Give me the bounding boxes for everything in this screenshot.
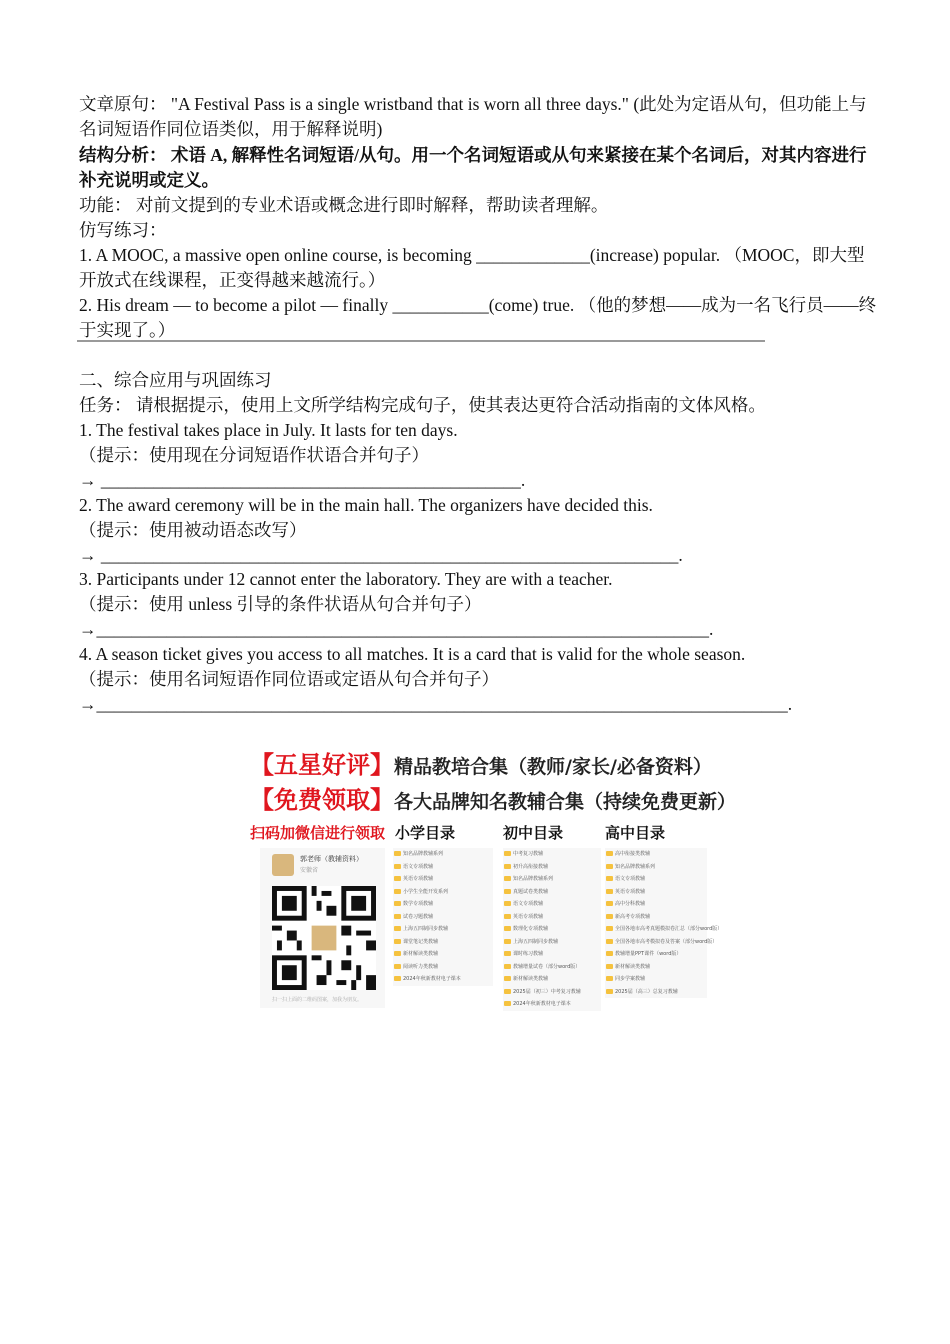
catalog-list-item[interactable] bbox=[605, 898, 707, 911]
folder-icon bbox=[394, 926, 401, 931]
primary-catalog-heading: 小学目录 bbox=[395, 824, 456, 842]
section-heading: 二、综合应用与巩固练习 bbox=[79, 370, 272, 390]
catalog-list-item[interactable] bbox=[605, 986, 707, 999]
catalog-list-item[interactable] bbox=[503, 861, 601, 874]
promo-line-1 bbox=[250, 745, 712, 780]
folder-icon bbox=[504, 939, 511, 944]
catalog-item-label: 上海五四制同步教辅 bbox=[403, 926, 449, 932]
catalog-list-item[interactable] bbox=[605, 948, 707, 961]
catalog-item-label: 教辅增量试卷（部分word版） bbox=[513, 963, 581, 970]
question-3-answer-line[interactable]: →______________________________________________________________________. bbox=[79, 619, 714, 639]
practice-item-1: 1. A MOOC, a massive open online course, is becoming _____________(increase) popular. （MOOC，即大型开放式在线课程，正变得越来越流行。） bbox=[79, 245, 865, 290]
catalog-item-label: 英语专项教辅 bbox=[513, 913, 544, 920]
catalog-list-item[interactable] bbox=[503, 973, 601, 986]
folder-icon bbox=[394, 864, 401, 869]
folder-icon bbox=[394, 901, 401, 906]
catalog-list-item[interactable] bbox=[503, 948, 601, 961]
folder-icon bbox=[394, 851, 401, 856]
catalog-list-item[interactable] bbox=[393, 973, 493, 986]
folder-icon bbox=[504, 889, 511, 894]
catalog-item-label: 高中分科教辅 bbox=[615, 901, 646, 907]
catalog-list-item[interactable] bbox=[393, 948, 493, 961]
question-4: 4. A season ticket gives you access to all matches. It is a card that is valid for the whole season. bbox=[79, 644, 746, 664]
catalog-list-item[interactable] bbox=[393, 861, 493, 874]
catalog-list-item[interactable] bbox=[503, 923, 601, 936]
folder-icon bbox=[504, 901, 511, 906]
catalog-item-label: 同步学案教辅 bbox=[615, 976, 646, 982]
function-text: 功能： 对前文提到的专业术语或概念进行即时解释，帮助读者理解。 bbox=[79, 195, 609, 215]
catalog-item-label: 上海五四制同步教辅 bbox=[513, 938, 559, 945]
middle-catalog-list bbox=[503, 848, 601, 1011]
catalog-item-label: 教辅增量PPT课件（word版） bbox=[615, 951, 682, 957]
catalog-list-item[interactable] bbox=[393, 923, 493, 936]
high-catalog-heading: 高中目录 bbox=[605, 824, 666, 842]
catalog-list-item[interactable] bbox=[503, 848, 601, 861]
catalog-item-label: 知名品牌教辅系列 bbox=[513, 876, 554, 882]
question-2-hint: （提示：使用被动语态改写） bbox=[79, 520, 307, 540]
catalog-list-item[interactable] bbox=[605, 936, 718, 949]
folder-icon bbox=[606, 951, 613, 956]
folder-icon bbox=[504, 864, 511, 869]
catalog-list-item[interactable] bbox=[503, 911, 601, 924]
high-catalog-list bbox=[605, 848, 723, 998]
catalog-item-label: 2025届（高三）总复习教辅 bbox=[615, 988, 678, 995]
question-4-hint: （提示：使用名词短语作同位语或定语从句合并句子） bbox=[79, 669, 499, 689]
catalog-item-label: 语文专项教辅 bbox=[615, 876, 646, 882]
avatar bbox=[272, 854, 294, 876]
catalog-item-label: 新高考专项教辅 bbox=[615, 913, 651, 920]
catalog-list-item[interactable] bbox=[503, 986, 601, 999]
folder-icon bbox=[606, 939, 613, 944]
catalog-item-label: 课堂笔记类教辅 bbox=[403, 938, 439, 945]
folder-icon bbox=[394, 964, 401, 969]
folder-icon bbox=[606, 889, 613, 894]
catalog-list-item[interactable] bbox=[503, 936, 601, 949]
catalog-item-label: 全国各地市高考真题模拟卷汇总（部分word版） bbox=[615, 926, 723, 932]
catalog-list-item[interactable] bbox=[605, 911, 707, 924]
folder-icon bbox=[394, 976, 401, 981]
folder-icon bbox=[504, 989, 511, 994]
catalog-item-label: 2025届（初三）中考复习教辅 bbox=[513, 988, 581, 995]
card-location: 安徽省 bbox=[300, 867, 319, 874]
folder-icon bbox=[394, 876, 401, 881]
catalog-list-item[interactable] bbox=[393, 898, 493, 911]
primary-catalog-list bbox=[393, 848, 493, 986]
catalog-item-label: 高中衔接类教辅 bbox=[615, 851, 651, 857]
catalog-item-label: 新材解读类教辅 bbox=[513, 976, 549, 982]
folder-icon bbox=[606, 914, 613, 919]
catalog-item-label: 语文专项教辅 bbox=[403, 863, 434, 870]
original-note-block bbox=[79, 92, 880, 142]
catalog-item-label: 数理化专项教辅 bbox=[513, 926, 549, 932]
scan-instruction: 扫码加微信进行领取 bbox=[250, 824, 386, 842]
catalog-list-item[interactable] bbox=[393, 911, 493, 924]
folder-icon bbox=[504, 914, 511, 919]
structure-analysis: 结构分析： 术语 A, 解释性名词短语/从句。用一个名词短语或从句来紧接在某个名词后，对其内容进行补充说明或定义。 bbox=[79, 145, 867, 190]
task-text: 任务： 请根据提示，使用上文所学结构完成句子，使其表达更符合活动指南的文体风格。 bbox=[79, 395, 766, 415]
folder-icon bbox=[606, 851, 613, 856]
catalog-item-label: 试卷习题教辅 bbox=[403, 913, 434, 920]
question-1-answer-line[interactable]: → ________________________________________________. bbox=[79, 470, 526, 490]
catalog-item-label: 中考复习教辅 bbox=[513, 851, 544, 857]
catalog-item-label: 数学专项教辅 bbox=[403, 901, 434, 907]
folder-icon bbox=[504, 1001, 511, 1006]
catalog-item-label: 全国各地市高考模拟卷及答案（部分word版） bbox=[615, 938, 718, 945]
promo-line-2-text: 各大品牌知名教辅合集（持续免费更新） bbox=[394, 791, 737, 813]
question-2: 2. The award ceremony will be in the main hall. The organizers have decided this. bbox=[79, 495, 653, 515]
catalog-list-item[interactable] bbox=[503, 886, 601, 899]
catalog-item-label: 阅读听力类教辅 bbox=[403, 963, 439, 970]
folder-icon bbox=[606, 976, 613, 981]
catalog-list-item[interactable] bbox=[503, 898, 601, 911]
question-1: 1. The festival takes place in July. It lasts for ten days. bbox=[79, 420, 458, 440]
folder-icon bbox=[504, 876, 511, 881]
catalog-list-item[interactable] bbox=[393, 873, 493, 886]
practice-title: 仿写练习： bbox=[79, 220, 167, 240]
question-4-answer-line[interactable]: →_______________________________________________________________________________. bbox=[79, 694, 793, 714]
promo-line-2-highlight: 【免费领取】 bbox=[250, 786, 394, 814]
middle-catalog-heading: 初中目录 bbox=[503, 824, 564, 842]
catalog-item-label: 新材解读类教辅 bbox=[615, 963, 651, 970]
folder-icon bbox=[394, 914, 401, 919]
folder-icon bbox=[606, 964, 613, 969]
folder-icon bbox=[606, 989, 613, 994]
question-1-hint: （提示：使用现在分词短语作状语合并句子） bbox=[79, 445, 429, 465]
catalog-item-label: 真题试卷类教辅 bbox=[513, 888, 549, 895]
section-divider bbox=[77, 340, 765, 342]
folder-icon bbox=[606, 876, 613, 881]
catalog-list-item[interactable] bbox=[393, 961, 493, 974]
catalog-list-item[interactable] bbox=[605, 861, 707, 874]
card-footer: 扫一扫上面的二维码图案，加我为朋友。 bbox=[272, 997, 363, 1003]
question-2-answer-line[interactable]: → __________________________________________________________________. bbox=[79, 545, 683, 565]
catalog-item-label: 知名品牌教辅系列 bbox=[403, 851, 444, 857]
folder-icon bbox=[606, 926, 613, 931]
catalog-list-item[interactable] bbox=[605, 923, 723, 936]
catalog-item-label: 2024年秋新教材电子课本 bbox=[513, 1001, 571, 1007]
promo-line-2 bbox=[250, 780, 736, 815]
catalog-list-item[interactable] bbox=[503, 873, 601, 886]
catalog-item-label: 英语专项教辅 bbox=[403, 876, 434, 882]
original-prefix: 文章原句： bbox=[79, 94, 167, 114]
catalog-list-item[interactable] bbox=[503, 998, 601, 1011]
catalog-list-item[interactable] bbox=[605, 973, 707, 986]
catalog-list-item[interactable] bbox=[503, 961, 601, 974]
catalog-item-label: 小学生全能开发系列 bbox=[403, 888, 449, 895]
folder-icon bbox=[394, 889, 401, 894]
folder-icon bbox=[504, 851, 511, 856]
folder-icon bbox=[504, 926, 511, 931]
catalog-list-item[interactable] bbox=[393, 886, 493, 899]
catalog-list-item[interactable] bbox=[605, 886, 707, 899]
wechat-card[interactable] bbox=[260, 848, 385, 1008]
catalog-item-label: 英语专项教辅 bbox=[615, 888, 646, 895]
question-3: 3. Participants under 12 cannot enter the laboratory. They are with a teacher. bbox=[79, 569, 613, 589]
question-3-hint: （提示：使用 unless 引导的条件状语从句合并句子） bbox=[79, 594, 482, 614]
card-name: 郭老师（教辅资料） bbox=[300, 855, 363, 863]
catalog-item-label: 新材解读类教辅 bbox=[403, 951, 439, 957]
catalog-item-label: 课时练习教辅 bbox=[513, 951, 544, 957]
catalog-list-item[interactable] bbox=[393, 936, 493, 949]
folder-icon bbox=[606, 901, 613, 906]
catalog-item-label: 2024年秋新教材电子课本 bbox=[403, 976, 461, 982]
promo-line-1-highlight: 【五星好评】 bbox=[250, 751, 394, 779]
catalog-list-item[interactable] bbox=[605, 961, 707, 974]
catalog-item-label: 知名品牌教辅系列 bbox=[615, 863, 656, 870]
practice-item-2: 2. His dream — to become a pilot — finally ___________(come) true. （他的梦想——成为一名飞行员——终于实现了。） bbox=[79, 295, 877, 340]
folder-icon bbox=[394, 951, 401, 956]
catalog-list-item[interactable] bbox=[393, 848, 493, 861]
folder-icon bbox=[606, 864, 613, 869]
qr-code-icon[interactable] bbox=[272, 886, 376, 990]
catalog-list-item[interactable] bbox=[605, 873, 707, 886]
promo-line-1-text: 精品教培合集（教师/家长/必备资料） bbox=[394, 756, 712, 778]
catalog-item-label: 初升高衔接教辅 bbox=[513, 863, 549, 870]
catalog-item-label: 语文专项教辅 bbox=[513, 901, 544, 907]
folder-icon bbox=[504, 964, 511, 969]
catalog-list-item[interactable] bbox=[605, 848, 707, 861]
folder-icon bbox=[504, 951, 511, 956]
original-note: (此处为定语从句，但功能上与名词短语作同位语类似，用于解释说明) bbox=[79, 94, 867, 139]
folder-icon bbox=[394, 939, 401, 944]
folder-icon bbox=[504, 976, 511, 981]
original-quote: "A Festival Pass is a single wristband that is worn all three days." bbox=[170, 94, 629, 114]
promo-banner[interactable] bbox=[245, 740, 737, 1015]
